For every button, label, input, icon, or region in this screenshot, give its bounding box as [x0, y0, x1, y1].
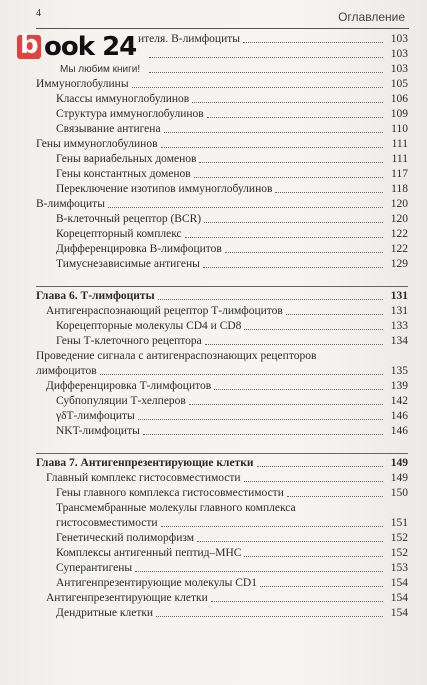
header-title: Оглавление [338, 10, 405, 24]
toc-entry[interactable]: Иммуноглобулины 105 [36, 78, 408, 90]
toc-entry[interactable]: ителя. В-лимфоциты 103 [138, 33, 408, 45]
toc-entry[interactable]: Дифференцировка Т-лимфоцитов 139 [46, 380, 408, 392]
book24-logo [12, 31, 142, 81]
table-of-contents [36, 32, 408, 621]
toc-entry[interactable]: Корецепторный комплекс 122 [56, 228, 408, 240]
toc-entry[interactable]: Структура иммуноглобулинов 109 [56, 108, 408, 120]
toc-entry[interactable]: NKT-лимфоциты 146 [56, 425, 408, 437]
toc-entry[interactable]: Трансмембранные молекулы главного комплекса гистосовместимости 151 [56, 502, 408, 529]
toc-entry[interactable]: Классы иммуноглобулинов 106 [56, 93, 408, 105]
chapter-rule [36, 286, 408, 287]
toc-entry[interactable]: Связывание антигена 110 [56, 123, 408, 135]
toc-entry[interactable]: Корецепторные молекулы CD4 и CD8 133 [56, 320, 408, 332]
toc-chapter-7[interactable]: Глава 7. Антигенпрезентирующие клетки 149 [36, 457, 408, 469]
toc-entry[interactable]: Тимуснезависимые антигены 129 [56, 258, 408, 270]
toc-entry[interactable]: В-лимфоциты 120 [36, 198, 408, 210]
toc-entry[interactable]: γδТ-лимфоциты 146 [56, 410, 408, 422]
toc-entry[interactable]: Проведение сигнала с антигенраспознающих рецепторов лимфоцитов 135 [36, 350, 408, 377]
toc-chapter-6[interactable]: Глава 6. Т-лимфоциты 131 [36, 290, 408, 302]
toc-entry[interactable]: Дендритные клетки 154 [56, 607, 408, 619]
toc-entry[interactable]: Гены Т-клеточного рецептора 134 [56, 335, 408, 347]
toc-entry[interactable]: В-клеточный рецептор (BCR) 120 [56, 213, 408, 225]
toc-entry[interactable]: Антигенпрезентирующие клетки 154 [46, 592, 408, 604]
toc-section-immunoglobulins [36, 77, 408, 137]
logo-text: ook 24 [44, 32, 137, 62]
toc-entry[interactable]: 103 [36, 47, 408, 62]
toc-entry[interactable]: Комплексы антигенный пептид–МНС 152 [56, 547, 408, 559]
toc-entry[interactable]: Гены иммуноглобулинов 111 [36, 138, 408, 150]
logo-letter: b [20, 30, 39, 60]
toc-entry[interactable]: Антигенпрезентирующие молекулы CD1 154 [56, 577, 408, 589]
logo-slogan: Мы любим книги! [60, 64, 141, 75]
header-rule [36, 28, 409, 29]
toc-entry[interactable]: Переключение изотипов иммуноглобулинов 118 [56, 183, 408, 195]
toc-entry[interactable]: Субпопуляции Т-хелперов 142 [56, 395, 408, 407]
toc-entry[interactable]: Гены главного комплекса гистосовместимости 150 [56, 487, 408, 499]
toc-entry[interactable]: Гены вариабельных доменов 111 [56, 153, 408, 165]
toc-entry[interactable]: Суперантигены 153 [56, 562, 408, 574]
toc-entry[interactable]: Генетический полиморфизм 152 [56, 532, 408, 544]
toc-entry[interactable]: Дифференцировка В-лимфоцитов 122 [56, 243, 408, 255]
toc-entry[interactable]: Главный комплекс гистосовместимости 149 [46, 472, 408, 484]
chapter-rule [36, 453, 408, 454]
toc-entry[interactable]: 103 [36, 62, 408, 77]
toc-entry[interactable]: Гены константных доменов 117 [56, 168, 408, 180]
page-number: 4 [36, 8, 41, 19]
toc-entry[interactable]: Антигенраспознающий рецептор Т-лимфоцитов 131 [46, 305, 408, 317]
